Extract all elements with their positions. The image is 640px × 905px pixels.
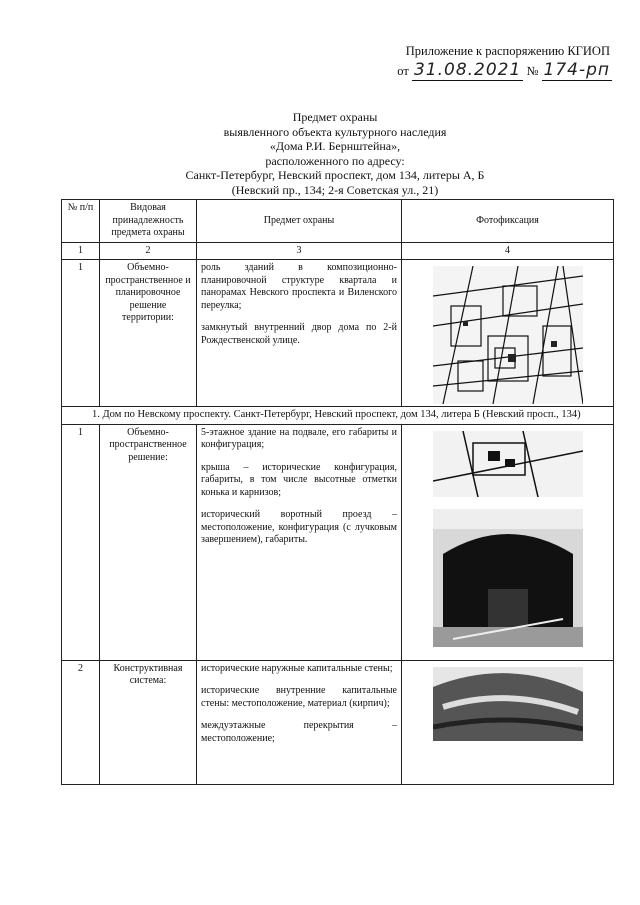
row-item: исторические внутренние капитальные стены: местоположение, материал (кирпич); bbox=[201, 685, 397, 709]
row-type: Объемно-пространственное решение: bbox=[100, 424, 197, 660]
gateway-photo-image bbox=[433, 509, 583, 647]
title-line: «Дома Р.И. Бернштейна», bbox=[269, 139, 401, 153]
cadastral-map-image bbox=[433, 266, 583, 404]
title-line: Санкт-Петербург, Невский проспект, дом 134, литеры А, Б bbox=[185, 168, 485, 182]
row-photo-cell bbox=[402, 660, 614, 784]
order-date: 31.08.2021 bbox=[413, 60, 522, 80]
row-photo-cell bbox=[402, 424, 614, 660]
row-num: 1 bbox=[62, 424, 100, 660]
row-item: роль зданий в композиционно-планировочной структуре квартала и панорамах Невского проспекта и Виленского переулка; bbox=[201, 262, 397, 311]
table-row bbox=[62, 660, 614, 784]
title-line: расположенного по адресу: bbox=[265, 153, 405, 168]
title-line: выявленного объекта культурного наследия bbox=[223, 124, 447, 139]
from-label: от bbox=[397, 64, 409, 78]
row-photo-cell bbox=[402, 260, 614, 407]
row-num: 2 bbox=[62, 660, 100, 784]
site-plan-image bbox=[433, 431, 583, 497]
header-photo: Фотофиксация bbox=[402, 200, 614, 243]
numbering-row bbox=[62, 242, 614, 260]
order-number: 174-рп bbox=[543, 60, 610, 80]
row-item: 5-этажное здание на подвале, его габариты и конфигурация; bbox=[201, 426, 397, 450]
header-subject: Предмет охраны bbox=[197, 200, 402, 243]
row-item: крыша – исторические конфигурация, габариты, в том числе высотные отметки конька и карнизов; bbox=[201, 461, 397, 498]
title-line: Предмет охраны bbox=[292, 110, 378, 124]
wall-photo-image bbox=[433, 667, 583, 741]
protection-table bbox=[61, 199, 614, 785]
row-item: междуэтажные перекрытия – местоположение; bbox=[201, 720, 397, 744]
appendix-line: Приложение к распоряжению КГИОП bbox=[405, 44, 610, 58]
section-row bbox=[62, 407, 614, 425]
row-item: исторические наружные капитальные стены; bbox=[201, 662, 393, 674]
row-item: замкнутый внутренний двор дома по 2-й Рождественской улице. bbox=[201, 322, 397, 346]
document-title bbox=[150, 110, 520, 197]
header-num: № п/п bbox=[62, 200, 100, 243]
section-heading: 1. Дом по Невскому проспекту. Санкт-Петербург, Невский проспект, дом 134, литера Б (Невский просп., 134) bbox=[62, 407, 614, 425]
row-num: 1 bbox=[62, 260, 100, 407]
row-type: Конструктивная система: bbox=[100, 660, 197, 784]
table-row bbox=[62, 260, 614, 407]
col-number: 2 bbox=[100, 242, 197, 260]
col-number: 1 bbox=[62, 242, 100, 260]
row-item: исторический воротный проезд – местоположение, конфигурация (с лучковым завершением), габариты. bbox=[201, 509, 397, 545]
col-number: 3 bbox=[197, 242, 402, 260]
row-type: Объемно-пространственное и планировочное решение территории: bbox=[100, 260, 197, 407]
header-type: Видовая принадлежность предмета охраны bbox=[100, 200, 197, 243]
table-row bbox=[62, 424, 614, 660]
row-items bbox=[197, 260, 402, 407]
number-label: № bbox=[526, 64, 539, 78]
order-date-number bbox=[397, 60, 612, 80]
table-header-row bbox=[62, 200, 614, 243]
row-items bbox=[197, 660, 402, 784]
col-number: 4 bbox=[402, 242, 614, 260]
row-items bbox=[197, 424, 402, 660]
title-line: (Невский пр., 134; 2-я Советская ул., 21) bbox=[231, 182, 439, 197]
